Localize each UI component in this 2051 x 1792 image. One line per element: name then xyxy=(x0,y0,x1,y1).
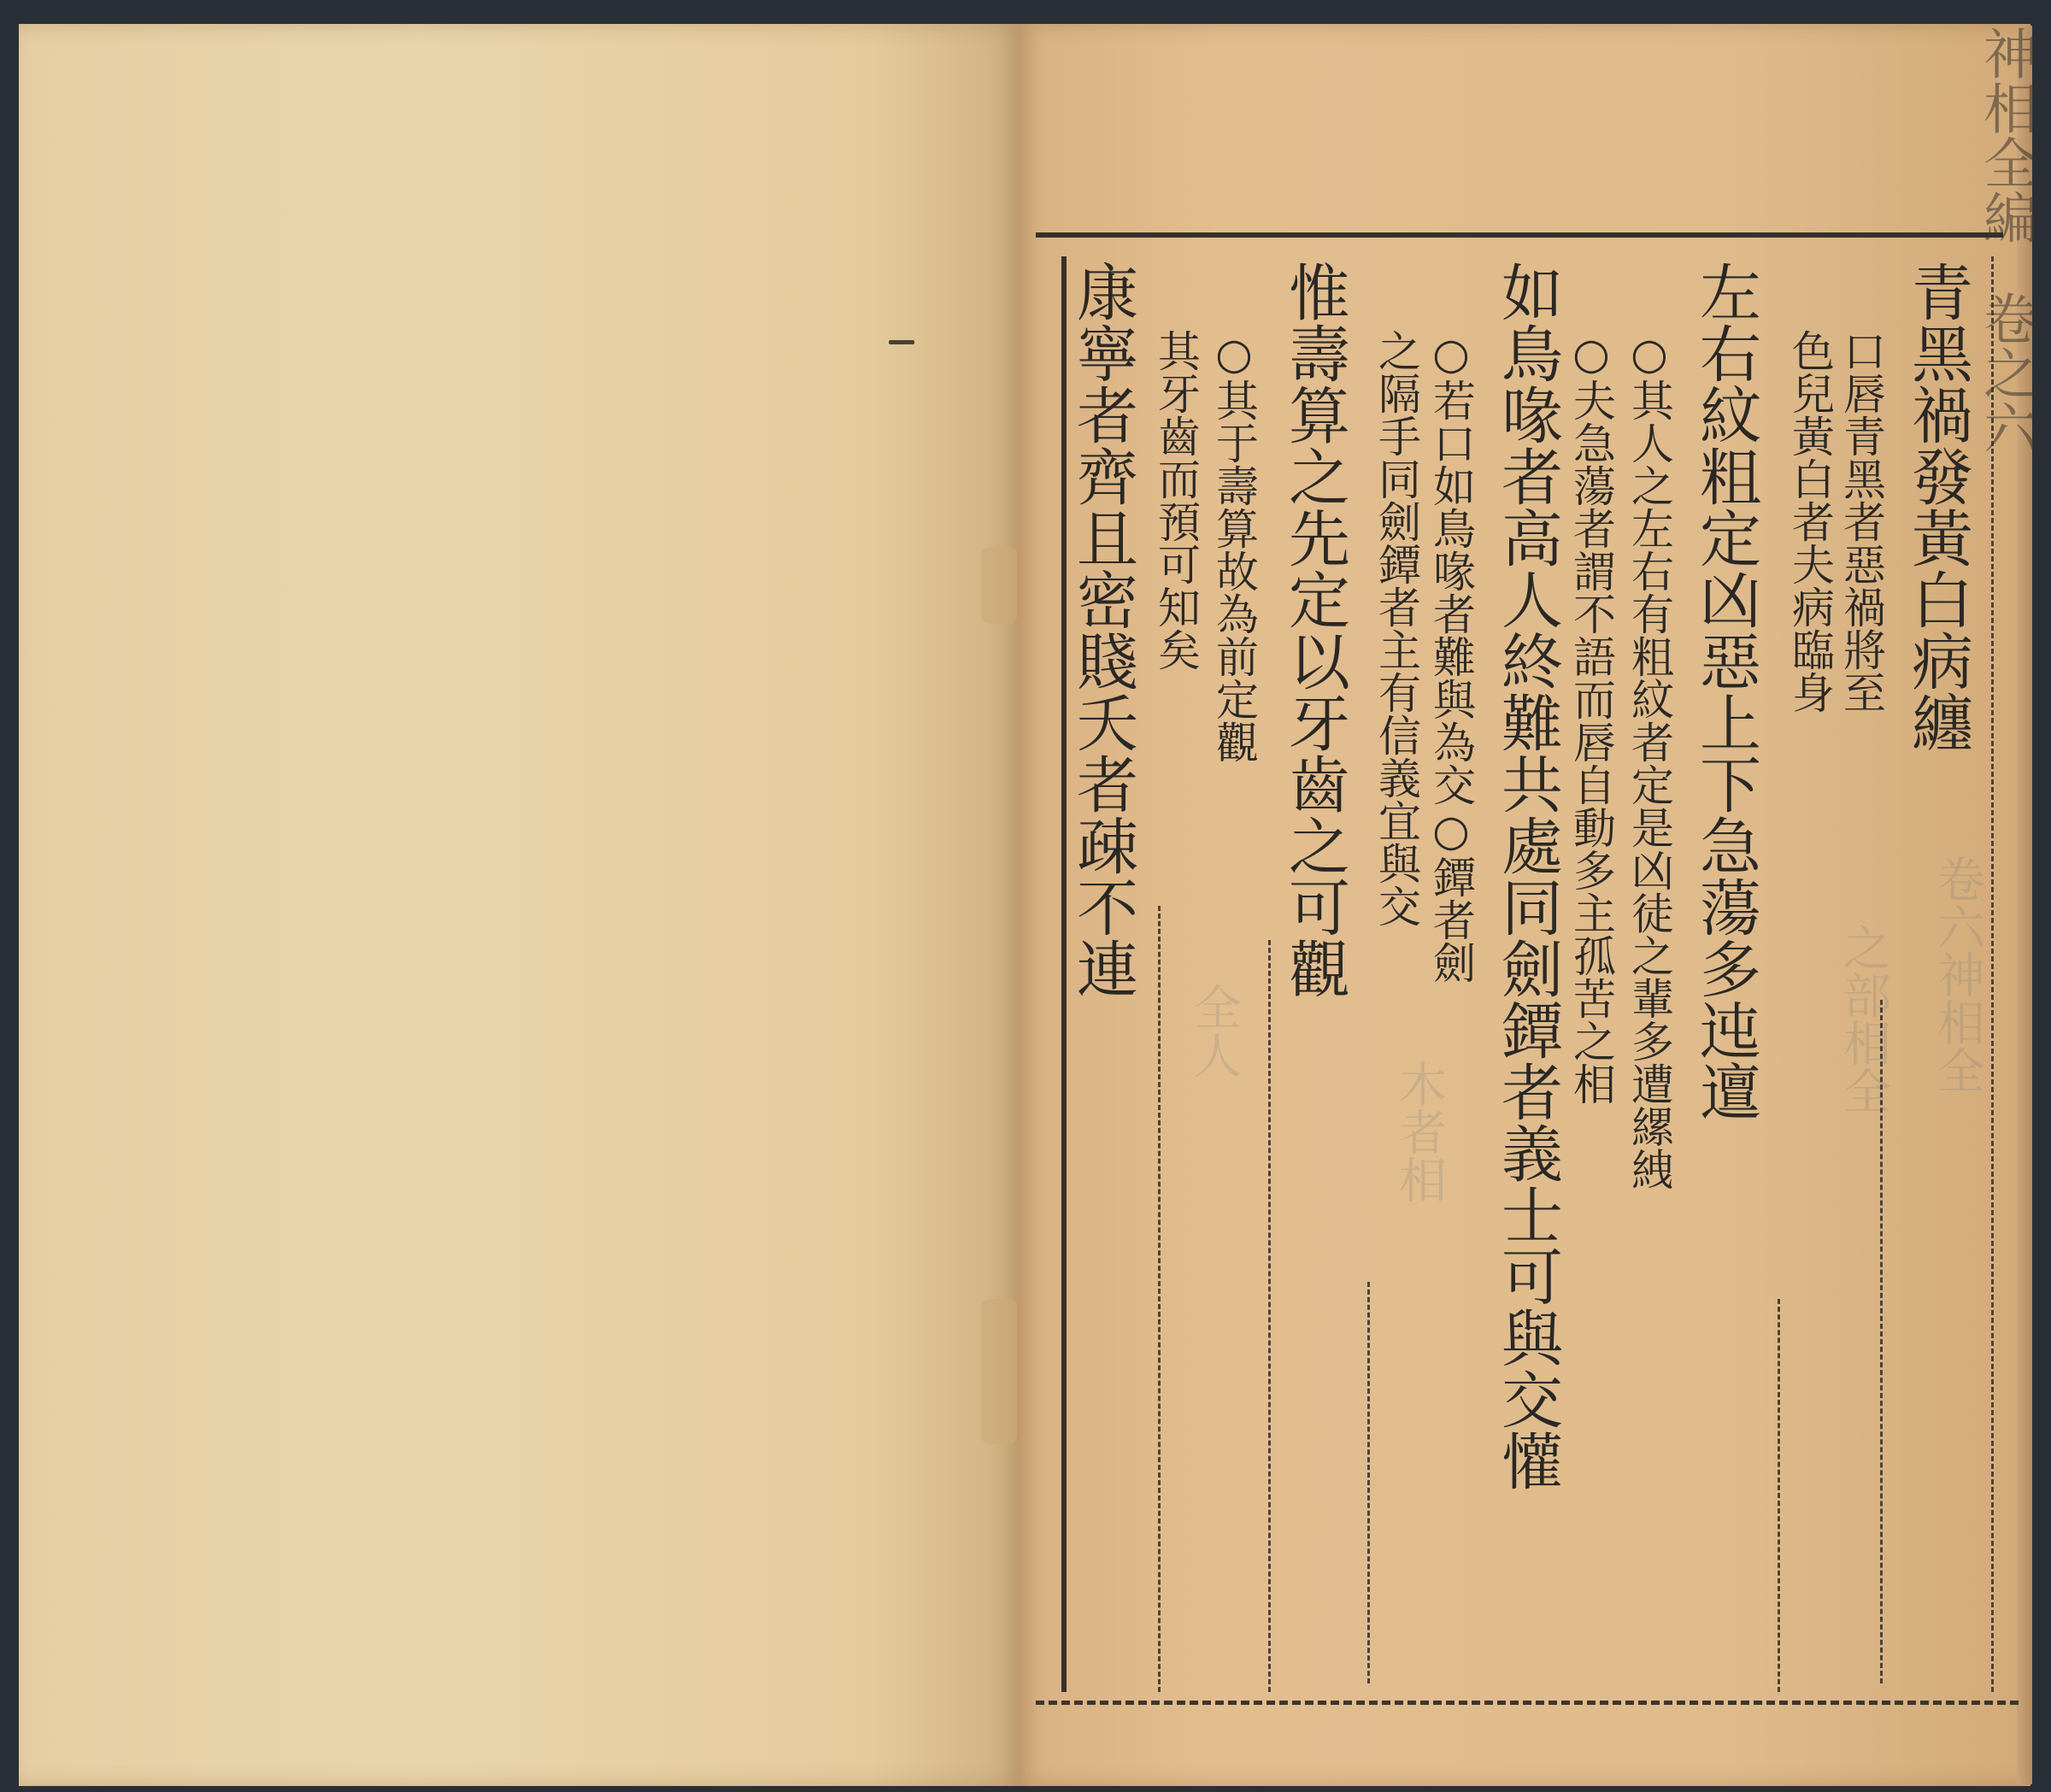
text-column: ○其人之左右有粗紋者定是凶徒之輩多遭縲絏 xyxy=(1625,329,1674,1190)
text-column: ○其于壽算故為前定觀 xyxy=(1209,329,1259,763)
text-column: 康寧者齊且密賤夭者疎不連 xyxy=(1067,261,1138,999)
column-rule xyxy=(1158,906,1161,1692)
text-column: 惟壽算之先定以牙齒之可觀 xyxy=(1278,261,1350,999)
text-column: 口唇青黑者惡禍將至 xyxy=(1836,329,1886,714)
frame-top-border xyxy=(1036,232,2003,238)
text-column: 其牙齒而預可知矣 xyxy=(1151,329,1201,671)
show-through: 木者相 xyxy=(1391,1060,1447,1203)
page-edge xyxy=(2017,26,2032,1784)
show-through: 之部相全 xyxy=(1836,923,1891,1114)
ink-speck xyxy=(889,340,914,344)
show-through: 全人 xyxy=(1186,983,1242,1078)
text-column: ○夫急蕩者謂不語而唇自動多主孤苦之相 xyxy=(1566,329,1616,1105)
column-rule xyxy=(1991,256,1994,1692)
show-through: 卷六神相全 xyxy=(1930,855,1985,1094)
text-column: 如鳥喙者高人終難共處同劍鐔者義士可與交懽 xyxy=(1491,261,1563,1491)
spine-damage xyxy=(981,1299,1017,1444)
margin-title: 神相全編 xyxy=(1974,26,2037,244)
column-rule xyxy=(1268,940,1271,1692)
column-rule xyxy=(1778,1299,1780,1692)
left-blank-page xyxy=(19,24,1020,1786)
text-column: 之隔手同劍鐔者主有信義宜與交 xyxy=(1372,329,1421,927)
text-column: 色兒黃白者夫病臨身 xyxy=(1785,329,1835,714)
column-rule xyxy=(1367,1282,1370,1683)
margin-volume: 卷之六 xyxy=(1974,291,2037,455)
frame-bottom-border xyxy=(1036,1701,2019,1705)
text-column: 青黑禍發黃白病纏 xyxy=(1901,261,1973,753)
spine-damage xyxy=(981,547,1017,624)
text-column: 左右紋粗定凶惡上下急蕩多迍邅 xyxy=(1690,261,1761,1122)
column-rule xyxy=(1880,1000,1883,1683)
text-column: ○若口如鳥喙者難與為交○鐔者劍 xyxy=(1426,329,1476,984)
